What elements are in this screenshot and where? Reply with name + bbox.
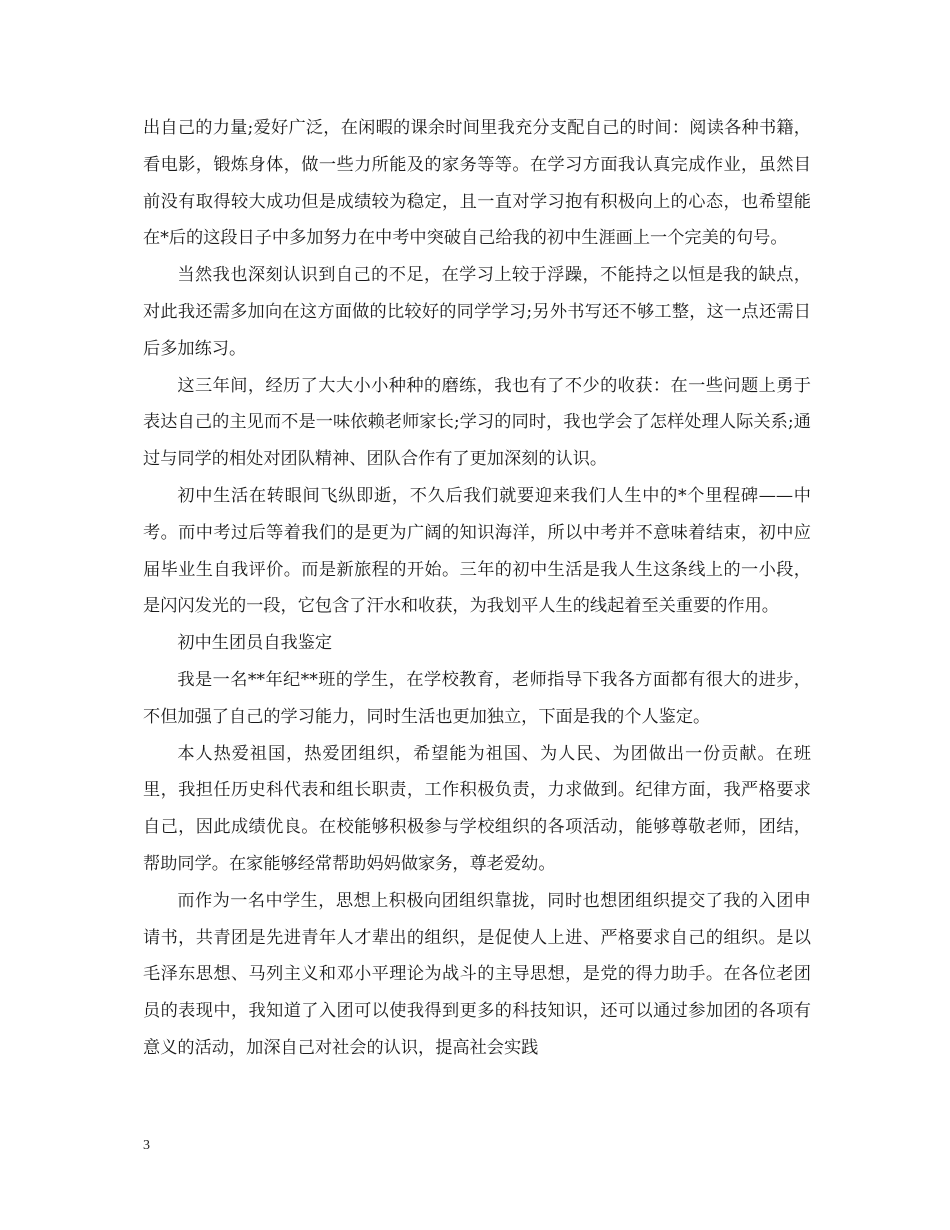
document-body	[143, 110, 811, 1067]
page-number: 3	[143, 1138, 150, 1153]
paragraph-1: 出自己的力量;爱好广泛，在闲暇的课余时间里我充分支配自己的时间：阅读各种书籍，看电影，锻炼身体，做一些力所能及的家务等等。在学习方面我认真完成作业，虽然目前没有取得较大成功但是成绩较为稳定，且一直对学习抱有积极向上的心态，也希望能在*后的这段日子中多加努力在中考中突破自己给我的初中生涯画上一个完美的句号。	[143, 118, 811, 249]
paragraph-3: 这三年间，经历了大大小小种种的磨练，我也有了不少的收获：在一些问题上勇于表达自己的主见而不是一味依赖老师家长;学习的同时，我也学会了怎样处理人际关系;通过与同学的相处对团队精神、团队合作有了更加深刻的认识。	[143, 375, 811, 470]
paragraph-7: 本人热爱祖国，热爱团组织，希望能为祖国、为人民、为团做出一份贡献。在班里，我担任历史科代表和组长职责，工作积极负责，力求做到。纪律方面，我严格要求自己，因此成绩优良。在校能够积极参与学校组织的各项活动，能够尊敬老师，团结，帮助同学。在家能够经常帮助妈妈做家务，尊老爱幼。	[143, 743, 811, 874]
section-heading: 初中生团员自我鉴定	[177, 633, 333, 654]
paragraph-2: 当然我也深刻认识到自己的不足，在学习上较于浮躁，不能持之以恒是我的缺点，对此我还需多加向在这方面做的比较好的同学学习;另外书写还不够工整，这一点还需日后多加练习。	[143, 265, 811, 359]
paragraph-6: 我是一名**年纪**班的学生，在学校教育，老师指导下我各方面都有很大的进步，不但加强了自己的学习能力，同时生活也更加独立，下面是我的个人鉴定。	[143, 669, 811, 727]
paragraph-8: 而作为一名中学生，思想上积极向团组织靠拢，同时也想团组织提交了我的入团申请书，共青团是先进青年人才辈出的组织，是促使人上进、严格要求自己的组织。是以毛泽东思想、马列主义和邓小平理论为战斗的主导思想，是党的得力助手。在各位老团员的表现中，我知道了入团可以使我得到更多的科技知识，还可以通过参加团的各项有意义的活动，加深自己对社会的认识，提高社会实践	[143, 890, 811, 1058]
paragraph-4: 初中生活在转眼间飞纵即逝，不久后我们就要迎来我们人生中的*个里程碑——中考。而中考过后等着我们的是更为广阔的知识海洋，所以中考并不意味着结束，初中应届毕业生自我评价。而是新旅程的开始。三年的初中生活是我人生这条线上的一小段，是闪闪发光的一段，它包含了汗水和收获，为我划平人生的线起着至关重要的作用。	[143, 485, 811, 617]
